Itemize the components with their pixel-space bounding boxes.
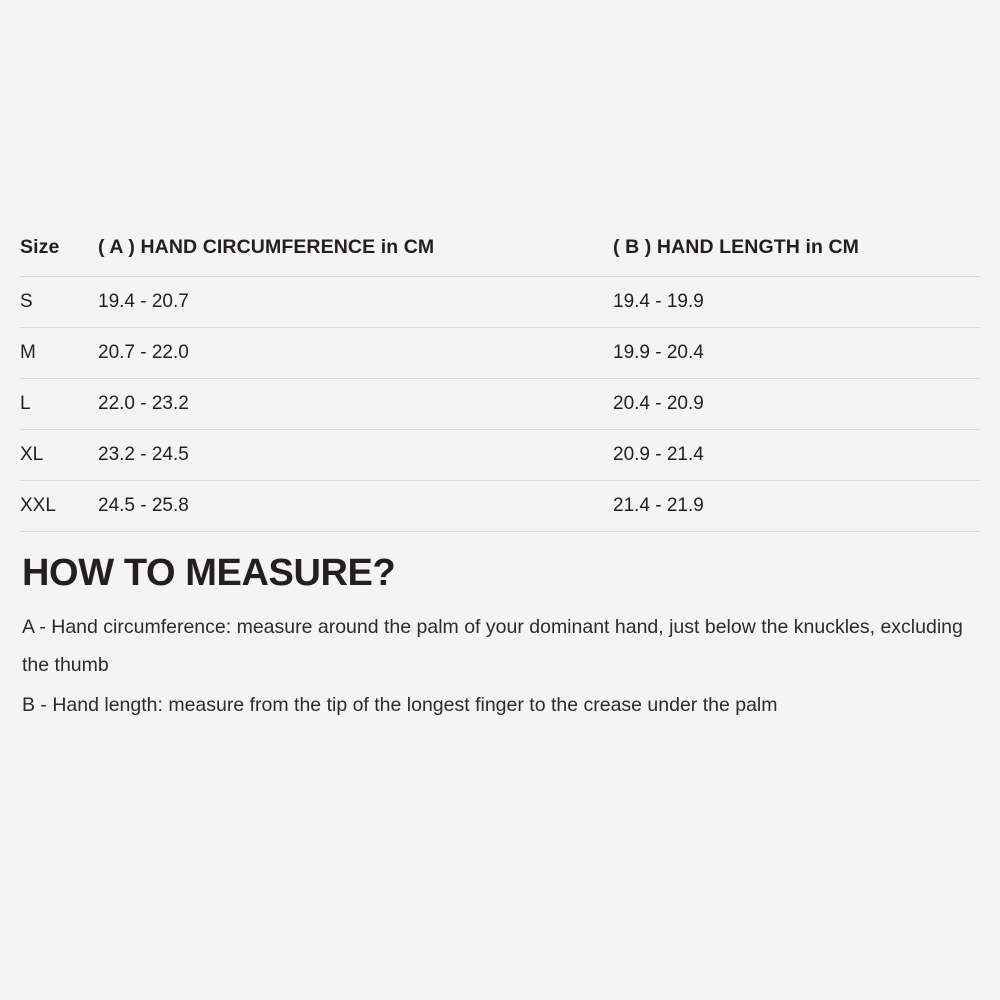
cell-hand-circumference: 22.0 - 23.2: [98, 393, 189, 414]
cell-hand-circumference: 23.2 - 24.5: [98, 444, 189, 465]
cell-hand-length: 20.9 - 21.4: [613, 444, 704, 465]
table-row: [20, 430, 980, 481]
cell-size: M: [20, 342, 36, 363]
cell-size: L: [20, 393, 31, 414]
cell-hand-length: 20.4 - 20.9: [613, 393, 704, 414]
cell-hand-length: 19.4 - 19.9: [613, 291, 704, 312]
table-row: [20, 277, 980, 328]
column-header-hand-length: ( B ) HAND LENGTH in CM: [613, 236, 860, 258]
column-header-hand-circumference: ( A ) HAND CIRCUMFERENCE in CM: [98, 236, 435, 258]
column-header-size: Size: [20, 236, 60, 258]
table-header: [20, 230, 980, 277]
table-body: [20, 277, 980, 532]
cell-size: XL: [20, 444, 44, 465]
cell-hand-length: 21.4 - 21.9: [613, 495, 704, 516]
cell-hand-circumference: 20.7 - 22.0: [98, 342, 189, 363]
table-row: [20, 481, 980, 532]
size-guide-content: [20, 230, 980, 724]
table-header-row: [20, 230, 980, 277]
cell-hand-circumference: 19.4 - 20.7: [98, 291, 189, 312]
cell-hand-circumference: 24.5 - 25.8: [98, 495, 189, 516]
measure-instruction-b: B - Hand length: measure from the tip of the longest finger to the crease under the palm: [22, 693, 778, 716]
measure-instruction-a: A - Hand circumference: measure around the palm of your dominant hand, just below the knuckles, excluding the thumb: [22, 615, 963, 676]
how-to-measure-title: HOW TO MEASURE?: [22, 552, 396, 594]
cell-size: XXL: [20, 495, 56, 516]
cell-size: S: [20, 291, 33, 312]
size-chart-table: [20, 230, 980, 532]
cell-hand-length: 19.9 - 20.4: [613, 342, 704, 363]
table-row: [20, 379, 980, 430]
table-row: [20, 328, 980, 379]
